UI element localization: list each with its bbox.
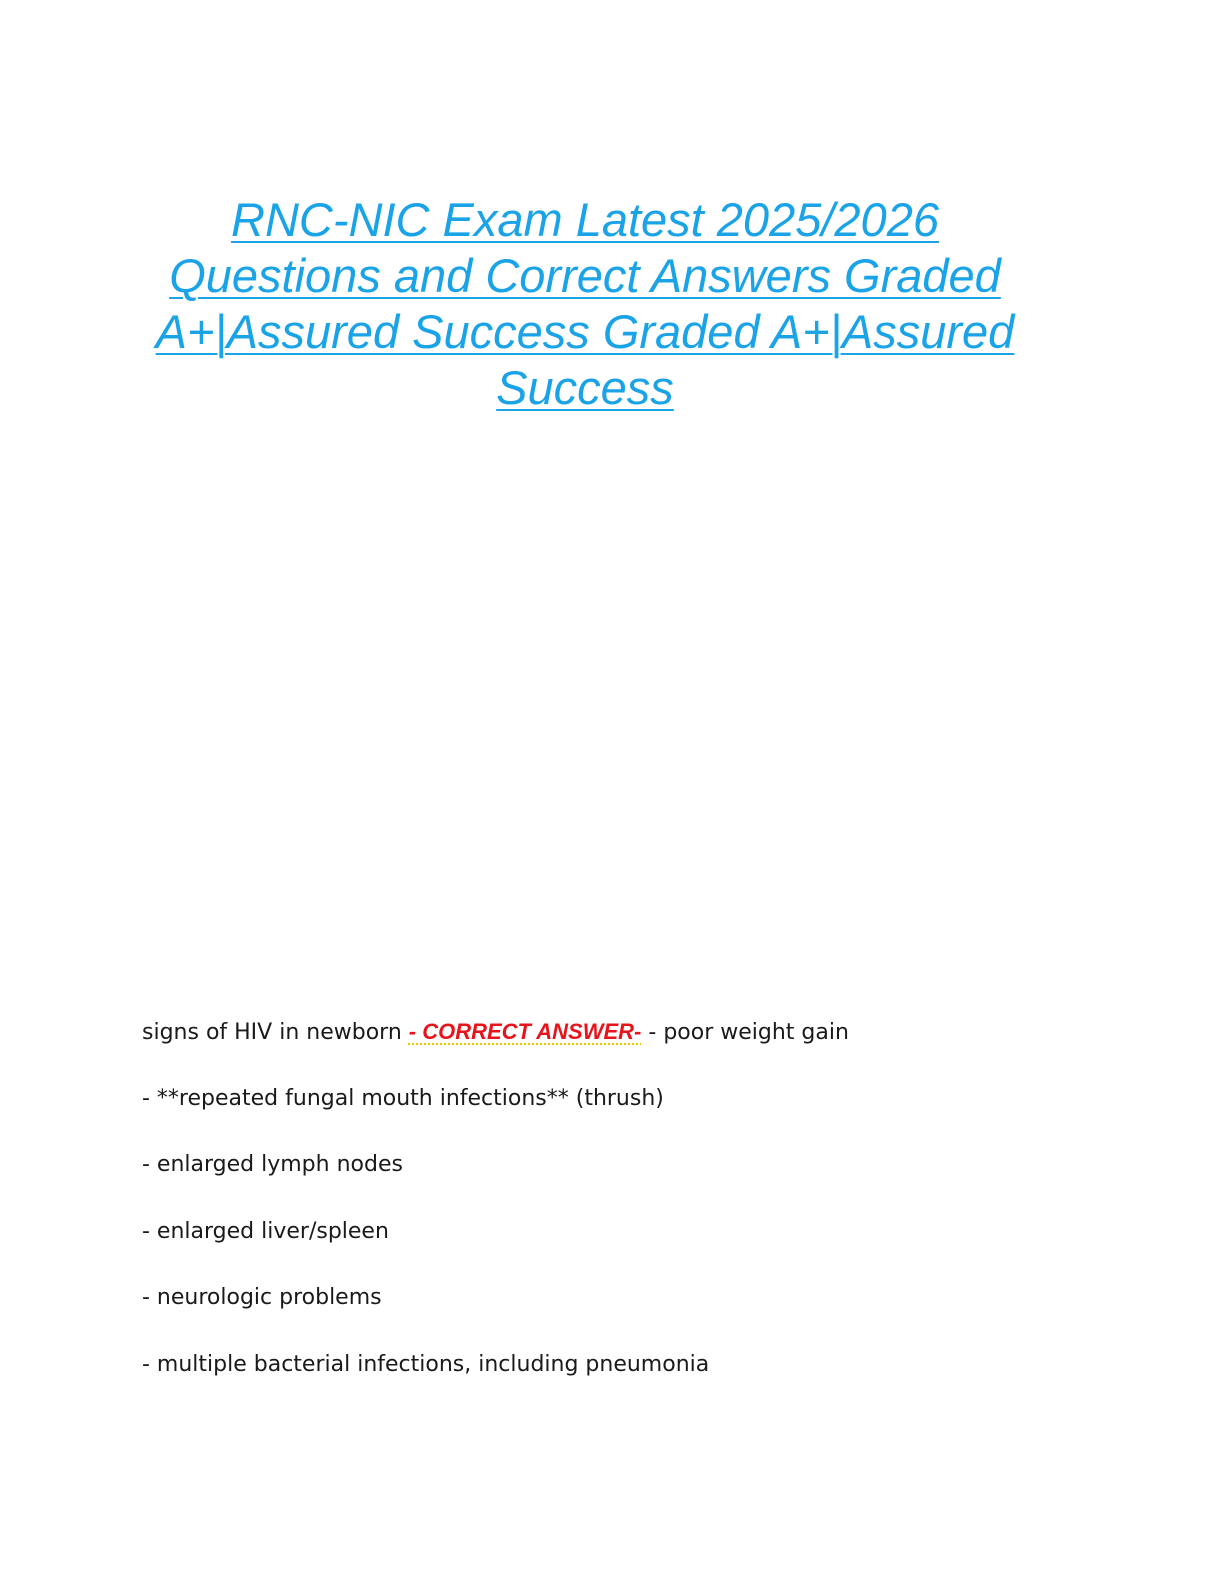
question-prompt: signs of HIV in newborn bbox=[142, 1020, 402, 1045]
answer-item: - enlarged liver/spleen bbox=[142, 1218, 389, 1244]
question-line bbox=[142, 1012, 1102, 1079]
correct-answer-tag: - CORRECT ANSWER- bbox=[408, 1019, 642, 1044]
title-line-2: Questions and Correct Answers Graded bbox=[169, 249, 1001, 302]
answer-item: - enlarged lymph nodes bbox=[142, 1152, 403, 1177]
answer-item: - **repeated fungal mouth infections** (thrush) bbox=[142, 1085, 664, 1111]
first-answer: - poor weight gain bbox=[648, 1020, 849, 1045]
title-line-1: RNC-NIC Exam Latest 2025/2026 bbox=[231, 193, 939, 246]
title-line-3: A+|Assured Success Graded A+|Assured bbox=[155, 305, 1015, 358]
document-title[interactable] bbox=[140, 192, 1030, 416]
question-block bbox=[142, 1012, 1102, 1411]
answer-item: - multiple bacterial infections, including pneumonia bbox=[142, 1351, 710, 1377]
title-line-4: Success bbox=[496, 361, 674, 414]
answer-item: - neurologic problems bbox=[142, 1285, 382, 1310]
